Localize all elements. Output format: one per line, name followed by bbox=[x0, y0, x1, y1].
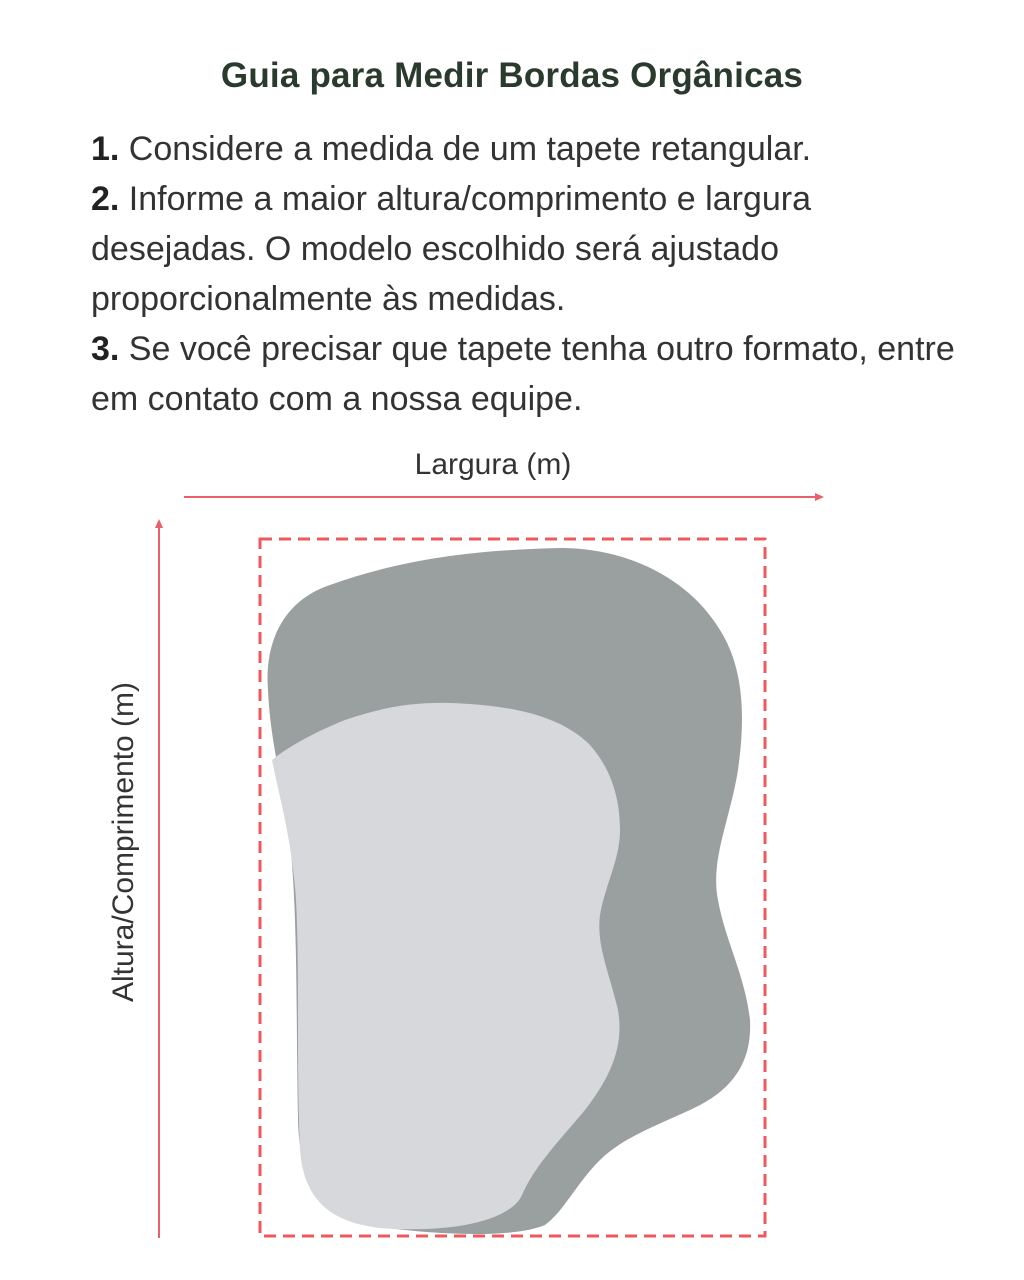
step-1-number: 1. bbox=[91, 130, 120, 168]
step-2 bbox=[91, 174, 971, 324]
step-1-text: Considere a medida de um tapete retangular. bbox=[119, 130, 812, 168]
step-3-number: 3. bbox=[91, 330, 120, 368]
page-title: Guia para Medir Bordas Orgânicas bbox=[220, 56, 804, 95]
instructions-list bbox=[91, 124, 971, 424]
rug-inner-shape bbox=[272, 703, 620, 1229]
width-arrow bbox=[184, 493, 824, 501]
width-label: Largura (m) bbox=[414, 448, 572, 481]
step-2-text: Informe a maior altura/comprimento e largura desejadas. O modelo escolhido será ajustado proporcionalmente às medidas. bbox=[91, 180, 811, 318]
rug-outer-shape bbox=[268, 548, 751, 1234]
step-1 bbox=[91, 124, 971, 174]
dashed-rectangle bbox=[260, 539, 765, 1236]
height-label: Altura/Comprimento (m) bbox=[107, 681, 140, 1003]
height-arrow bbox=[155, 519, 163, 1238]
step-3 bbox=[91, 324, 971, 424]
step-2-number: 2. bbox=[91, 180, 120, 218]
step-3-text: Se você precisar que tapete tenha outro formato, entre em contato com a nossa equipe. bbox=[91, 330, 955, 418]
